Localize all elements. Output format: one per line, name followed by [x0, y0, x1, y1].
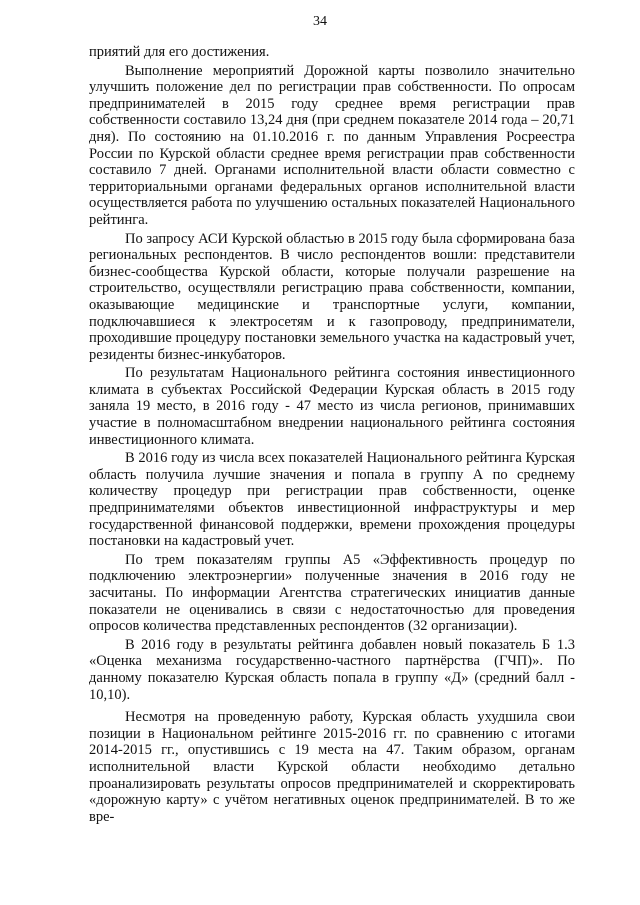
page-number: 34 [313, 14, 327, 29]
paragraph-new-indicator: В 2016 году в результаты рейтинга добавлен новый показатель Б 1.3 «Оценка механизма государственно-частного партнёрства (ГЧП)». По данному показателю Курская область попала в группу «Д» (средний балл - 10,10). [89, 636, 575, 703]
paragraph-best-values: В 2016 году из числа всех показателей Национального рейтинга Курская область получила лучшие значения и попала в группу А по среднему количеству процедур при регистрации прав собственности, оценке предпринимателями объектов инвестиционной инфраструктуры и мер государственной финансовой поддержки, времени прохождения процедуры постановки на кадастровый учет. [89, 450, 575, 550]
paragraph-continuation: приятий для его достижения. [89, 44, 270, 60]
paragraph-registration: Выполнение мероприятий Дорожной карты позволило значительно улучшить положение дел по регистрации прав собственности. По опросам предпринимателей в 2015 году среднее время регистрации прав собственности составило 13,24 дня (при среднем показателе 2014 года – 20,71 дня). По состоянию на 01.10.2016 г. по данным Управления Росреестра России по Курской области среднее время регистрации прав собственности составило 7 дней. Органами исполнительной власти области совместно с территориальными органами федеральных органов исполнительной власти осуществляется работа по улучшению остальных показателей Национального рейтинга. [89, 62, 575, 228]
paragraph-conclusion: Несмотря на проведенную работу, Курская область ухудшила свои позиции в Национальном рейтинге 2015-2016 гг. по сравнению с итогами 2014-2015 гг., опустившись с 19 места на 47. Таким образом, органам исполнительной власти Курской области необходимо детально проанализировать результаты опросов предпринимателей и скорректировать «дорожную карту» с учётом негативных оценок предпринимателей. В то же вре- [89, 709, 575, 825]
body-text [89, 44, 575, 827]
paragraph-rating-results: По результатам Национального рейтинга состояния инвестиционного климата в субъектах Российской Федерации Курская область в 2015 году заняла 19 место, в 2016 году - 47 место из числа регионов, принимавших участие в полномасштабном внедрении национального рейтинга состояния инвестиционного климата. [89, 365, 575, 448]
paragraph-group-a5: По трем показателям группы А5 «Эффективность процедур по подключению электроэнергии» полученные значения в 2016 году не засчитаны. По информации Агентства стратегических инициатив данные показатели не оценивались в связи с недостаточностью для проведения опросов количества представленных респондентов (32 организации). [89, 551, 575, 635]
paragraph-respondents: По запросу АСИ Курской областью в 2015 году была сформирована база региональных респондентов. В число респондентов вошли: представители бизнес-сообщества Курской области, которые получали разрешение на строительство, осуществляли регистрацию права собственности, компании, оказывающие медицинские и транспортные услуги, компании, подключавшиеся к электросетям и к газопроводу, предприниматели, проходившие процедуру постановки земельного участка на кадастровый учет, резиденты бизнес-инкубаторов. [89, 230, 575, 363]
